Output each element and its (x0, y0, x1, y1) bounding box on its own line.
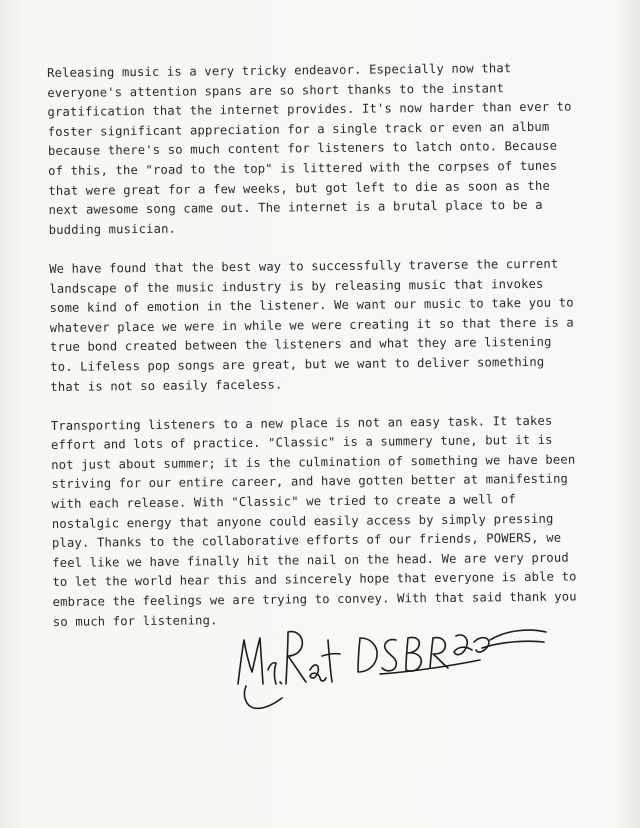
text-line: some kind of emotion in the listener. We want our music to take you to (49, 295, 574, 316)
text-line: to. Lifeless pop songs are great, but we want to deliver something (50, 354, 545, 374)
text-line: so much for listening. (52, 612, 218, 629)
text-line: because there's so much content for listeners to latch onto. Because (47, 139, 558, 159)
text-line: that is not so easily faceless. (50, 377, 283, 394)
text-line: gratification that the internet provides. It's now harder than ever to (47, 99, 572, 120)
signature-graphic (230, 612, 550, 722)
signatures (230, 612, 550, 722)
text-line: with each release. With "Classic" we tried to create a well of (51, 492, 516, 512)
text-line: true bond created between the listeners and what they are listening (49, 335, 552, 355)
text-line: to let the world hear this and sincerely hope that everyone is able to (52, 569, 577, 590)
text-line: everyone's attention spans are so short thanks to the instant (47, 80, 505, 100)
text-line: embrace the feelings we are trying to convey. With that said thank you (52, 589, 577, 610)
text-line: that were great for a few weeks, but got left to die as soon as the (48, 178, 551, 198)
text-line: next awesome song came out. The internet is a brutal place to be a (48, 197, 543, 218)
text-line: landscape of the music industry is by releasing music that invokes (49, 276, 544, 296)
text-line: foster significant appreciation for a single track or even an album (47, 119, 550, 139)
text-line: not just about summer; it is the culmination of something we have been (51, 452, 576, 472)
text-line: Transporting listeners to a new place is not an easy task. It takes (50, 413, 553, 433)
text-line: of this, the "road to the top" is littered with the corpses of tunes (48, 158, 558, 178)
letter-body (47, 58, 623, 652)
text-line: Releasing music is a very tricky endeavor. Especially now that (47, 61, 512, 80)
paragraph-2 (49, 254, 620, 397)
text-line: nostalgic energy that anyone could easily access by simply pressing (51, 511, 554, 531)
text-line: We have found that the best way to successfully traverse the current (49, 256, 559, 276)
text-line: striving for our entire career, and have gotten better at manifesting (51, 472, 569, 492)
paragraph-3 (51, 411, 623, 632)
signature-mr-rat (238, 632, 340, 709)
text-line: effort and lots of practice. "Classic" is a summery tune, but it is (50, 433, 553, 453)
text-line: feel like we have finally hit the nail on the head. We are very proud (52, 550, 569, 570)
text-line: whatever place we were in while we were creating it so that there is a (49, 315, 574, 335)
signature-dsbrj (358, 630, 546, 674)
text-line: play. Thanks to the collaborative efforts of our friends, POWERS, we (51, 530, 562, 551)
text-line: budding musician. (48, 221, 177, 237)
paragraph-1 (47, 58, 619, 240)
